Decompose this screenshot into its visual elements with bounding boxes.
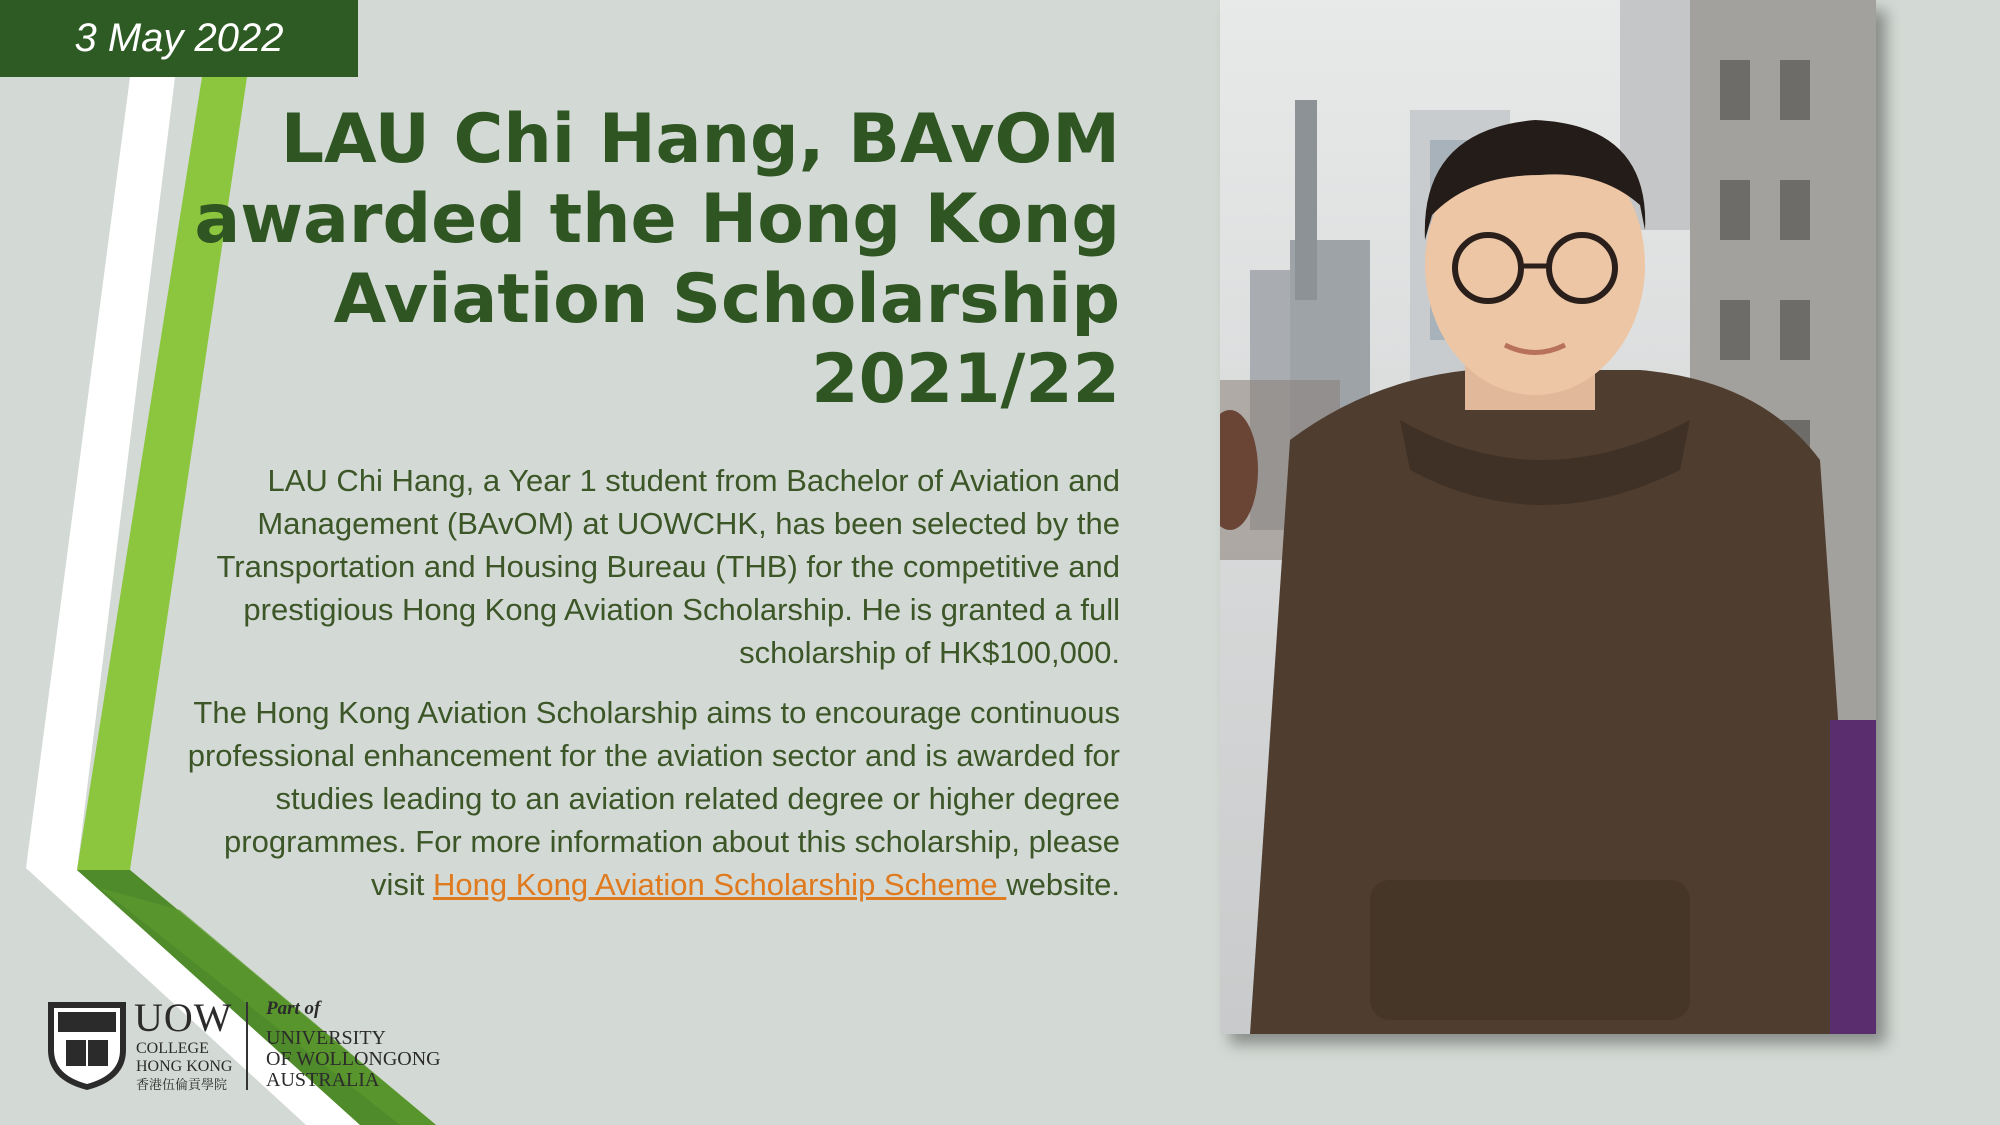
headline [160,100,1120,420]
paragraph-2-end: website. [1006,867,1120,902]
paragraph-1: LAU Chi Hang, a Year 1 student from Bachelor of Aviation and Management (BAvOM) at UOWCHK, has been selected by the Transportation and Housing Bureau (THB) for the competitive and prestigious Hong Kong Aviation Scholarship. He is granted a full scholarship of HK$100,000. [216,463,1120,670]
date-badge: 3 May 2022 [0,0,358,77]
paragraph-2 [170,691,1120,906]
logo-of-wollongong: OF WOLLONGONG [266,1048,441,1070]
paragraph-2-text: The Hong Kong Aviation Scholarship aims to encourage continuous professional enhancement for the aviation sector and is awarded for studies leading to an aviation related degree or higher degree programmes. For more information about this scholarship, please visit [187,695,1120,902]
headline-line-4: 2021/22 [811,340,1120,419]
logo-university: UNIVERSITY [266,1027,386,1049]
logo-college: COLLEGE [136,1040,209,1057]
article-body [170,459,1120,923]
logo-chinese: 香港伍倫貢學院 [136,1077,228,1092]
student-photo [1220,0,1876,1034]
logo-university-text [266,1028,441,1091]
headline-line-3: Aviation Scholarship [333,260,1120,339]
headline-line-2: awarded the Hong Kong [194,180,1120,259]
shield-crest-icon [44,996,130,1092]
logo-hong-kong: HONG KONG [136,1058,233,1075]
logo-part-of: Part of [266,998,321,1019]
headline-line-1: LAU Chi Hang, BAvOM [280,100,1120,179]
logo-college-text [136,1040,232,1094]
logo-uow: UOW [134,995,233,1040]
uow-college-logo[interactable] [44,996,464,1096]
logo-divider [246,1002,248,1090]
scholarship-scheme-link[interactable]: Hong Kong Aviation Scholarship Scheme [432,867,1007,902]
logo-australia: AUSTRALIA [266,1069,380,1091]
